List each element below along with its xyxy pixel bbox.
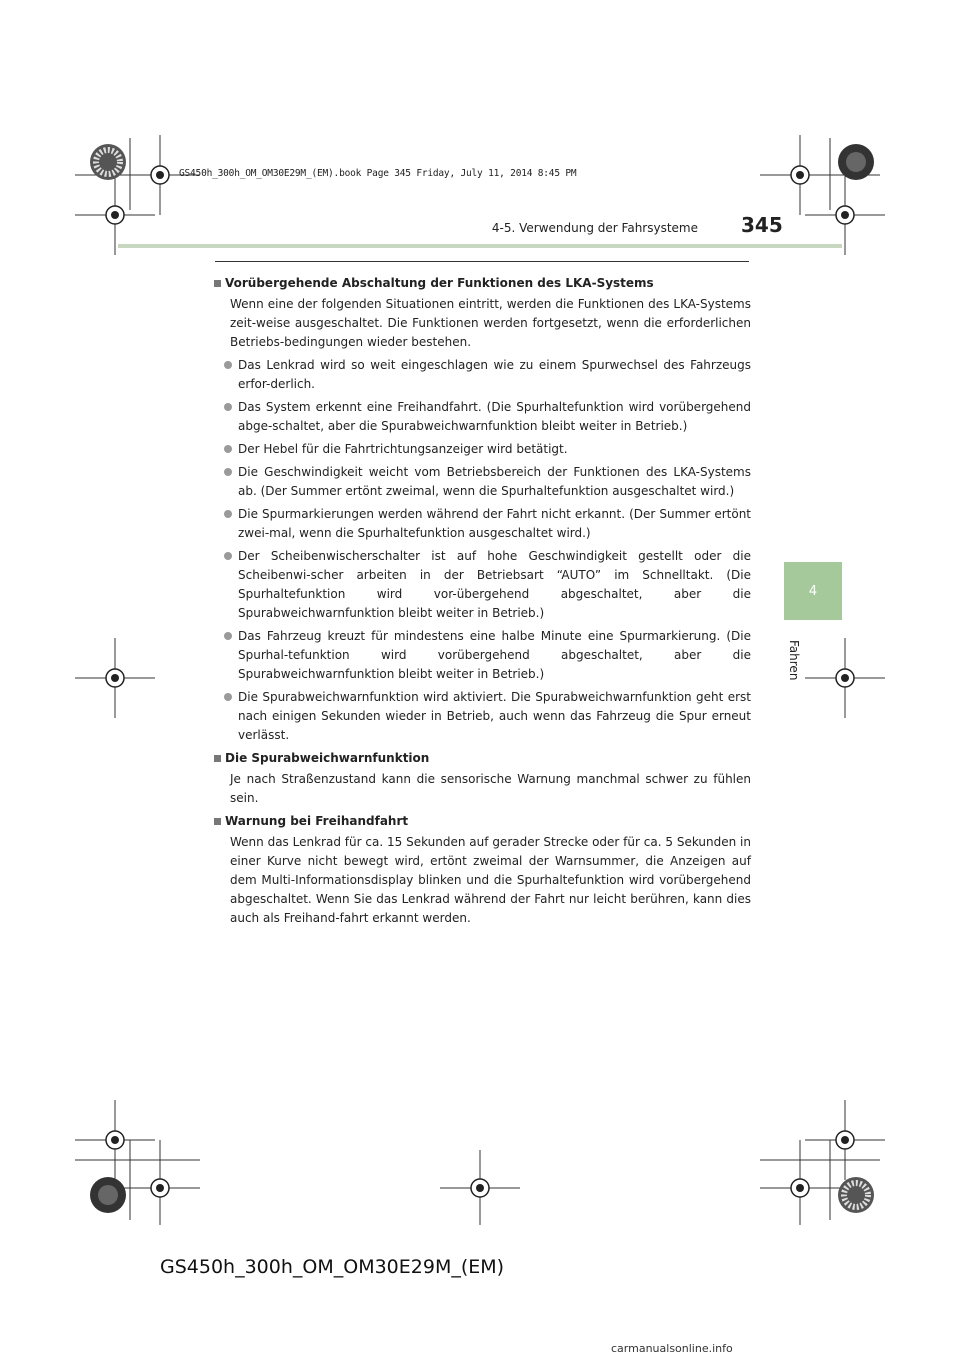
- circle-bullet-icon: [224, 361, 232, 369]
- paragraph: Wenn eine der folgenden Situationen eintritt, werden die Funktionen des LKA-Systems zeit-weise ausgeschaltet. Die Funktionen werden fortgesetzt, wenn die erforderlichen Betriebs-bedingungen wieder bestehen.: [230, 297, 751, 349]
- footer-code: GS450h_300h_OM_OM30E29M_(EM): [160, 1256, 505, 1278]
- page-content: [214, 270, 751, 928]
- circle-bullet-icon: [224, 445, 232, 453]
- list-item-text: Die Spurabweichwarnfunktion wird aktiviert. Die Spurabweichwarnfunktion geht erst nach einigen Sekunden wieder in Betrieb, auch wenn das Fahrzeug die Spur erneut verlässt.: [238, 690, 751, 742]
- circle-bullet-icon: [224, 403, 232, 411]
- section-title: 4-5. Verwendung der Fahrsysteme: [491, 221, 698, 235]
- paragraph: Je nach Straßenzustand kann die sensorische Warnung manchmal schwer zu fühlen sein.: [230, 772, 751, 805]
- list-item: [214, 440, 751, 459]
- square-bullet-icon: [214, 818, 221, 825]
- paragraph: Wenn das Lenkrad für ca. 15 Sekunden auf gerader Strecke oder für ca. 5 Sekunden in einer Kurve nicht bewegt wird, ertönt zweimal der Warnsummer, die Anzeigen auf dem Multi-Informationsdisplay blinken und die Spurhaltefunktion wird vorübergehend abgeschaltet. Wenn Sie das Lenkrad während der Fahrt nur leicht berühren, kann dies auch als Freihand-fahrt erkannt werden.: [230, 835, 751, 925]
- list-item: [214, 688, 751, 745]
- block-lane-departure-warning: [214, 749, 751, 808]
- header-bar: [118, 244, 842, 248]
- list-item: [214, 398, 751, 436]
- circle-bullet-icon: [224, 468, 232, 476]
- square-bullet-icon: [214, 280, 221, 287]
- list-item-text: Das Lenkrad wird so weit eingeschlagen wie zu einem Spurwechsel des Fahrzeugs erfor-derlich.: [238, 358, 751, 391]
- circle-bullet-icon: [224, 693, 232, 701]
- list-item-text: Das Fahrzeug kreuzt für mindestens eine halbe Minute eine Spurmarkierung. (Die Spurhal-tefunktion wird vorübergehend abgeschaltet, aber die Spurabweichwarnfunktion bleibt weiter in Betrieb.): [238, 629, 751, 681]
- header-rule: [215, 261, 749, 262]
- chapter-number: 4: [808, 583, 818, 599]
- list-item: [214, 547, 751, 623]
- list-item-text: Die Spurmarkierungen werden während der Fahrt nicht erkannt. (Der Summer ertönt zwei-mal, wenn die Spurhaltefunktion ausgeschaltet wird.): [238, 507, 751, 540]
- list-item-text: Der Scheibenwischerschalter ist auf hohe Geschwindigkeit gestellt oder die Scheibenwi-scher arbeiten in der Betriebsart “AUTO” im Schnelltakt. (Die Spurhaltefunktion wird vor-übergehend abgeschaltet, aber die Spurabweichwarnfunktion bleibt weiter in Betrieb.): [238, 549, 751, 620]
- chapter-label: Fahren: [787, 640, 801, 681]
- heading-text: Die Spurabweichwarnfunktion: [225, 751, 430, 765]
- list-item: [214, 463, 751, 501]
- page-number: 345: [741, 213, 783, 237]
- list-item-text: Der Hebel für die Fahrtrichtungsanzeiger wird betätigt.: [238, 442, 568, 456]
- block-lka-deactivation: [214, 274, 751, 745]
- watermark-link[interactable]: carmanualsonline.info: [611, 1342, 733, 1355]
- circle-bullet-icon: [224, 632, 232, 640]
- list-item: [214, 505, 751, 543]
- square-bullet-icon: [214, 755, 221, 762]
- list-item: [214, 627, 751, 684]
- list-item-text: Die Geschwindigkeit weicht vom Betriebsbereich der Funktionen des LKA-Systems ab. (Der Summer ertönt zweimal, wenn die Spurhaltefunktion ausgeschaltet wird.): [238, 465, 751, 498]
- list-item: [214, 356, 751, 394]
- heading-text: Warnung bei Freihandfahrt: [225, 814, 409, 828]
- block-hands-off-warning: [214, 812, 751, 928]
- section-heading: [214, 749, 751, 768]
- circle-bullet-icon: [224, 510, 232, 518]
- list-item-text: Das System erkennt eine Freihandfahrt. (Die Spurhaltefunktion wird vorübergehend abge-schaltet, aber die Spurabweichwarnfunktion bleibt weiter in Betrieb.): [238, 400, 751, 433]
- heading-text: Vorübergehende Abschaltung der Funktionen des LKA-Systems: [225, 276, 654, 290]
- section-heading: [214, 812, 751, 831]
- section-heading: [214, 274, 751, 293]
- print-info: GS450h_300h_OM_OM30E29M_(EM).book Page 345 Friday, July 11, 2014 8:45 PM: [179, 168, 577, 179]
- chapter-tab: [784, 562, 842, 620]
- circle-bullet-icon: [224, 552, 232, 560]
